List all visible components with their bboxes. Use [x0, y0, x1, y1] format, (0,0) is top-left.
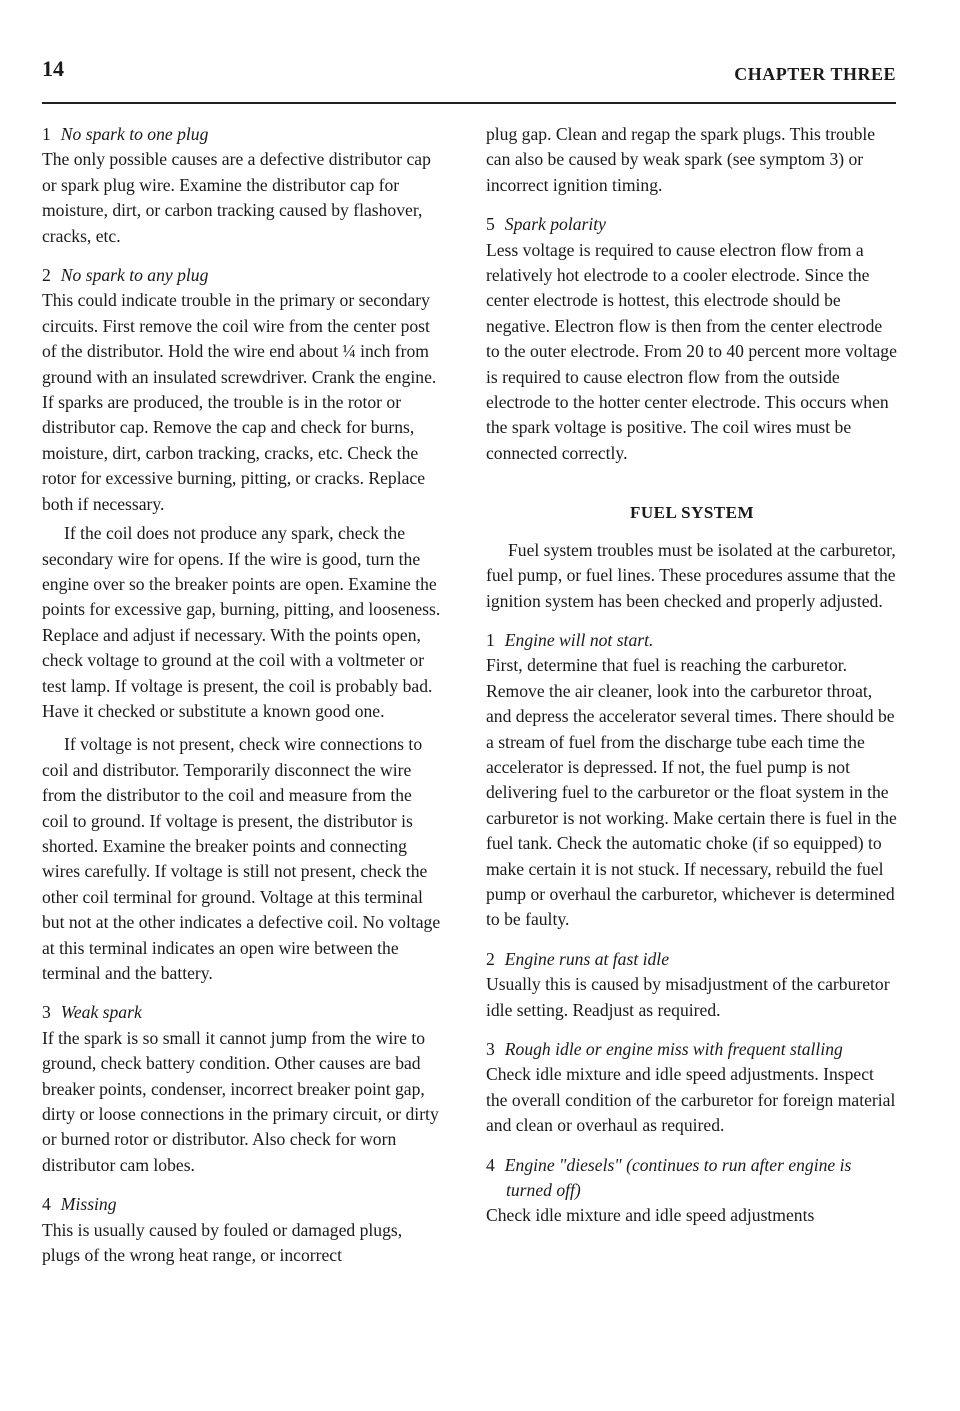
subheading-missing: 4 Missing	[42, 1194, 117, 1215]
subheading-no-spark-any-plug: 2 No spark to any plug	[42, 265, 209, 286]
paragraph: This could indicate trouble in the primary or secondary circuits. First remove the coil wire from the center post of the distributor. Hold the wire end about ¼ inch from ground with an insulated screwdriver. Crank the engine. If sparks are produced, the trouble is in the rotor or distributor cap. Remove the cap and check for burns, moisture, dirt, carbon tracking, cracks, etc. Check the rotor for excessive burning, pitting, or cracks. Replace both if necessary.	[42, 290, 437, 514]
paragraph: First, determine that fuel is reaching the carburetor. Remove the air cleaner, look into the carburetor throat, and depress the accelerator several times. There should be a stream of fuel from the discharge tube each time the accelerator is depressed. If not, the fuel pump is not delivering fuel to the carburetor or the float system in the carburetor is not working. Make certain there is fuel in the fuel tank. Check the automatic choke (if so equipped) to make certain it is not stuck. If necessary, rebuild the fuel pump or overhaul the carburetor, whichever is determined to be faulty.	[486, 655, 897, 930]
paragraph: Usually this is caused by misadjustment of the carburetor idle setting. Readjust as required.	[486, 974, 890, 1020]
paragraph: Check idle mixture and idle speed adjustments	[486, 1205, 815, 1226]
chapter-title: CHAPTER THREE	[734, 64, 896, 84]
page-header	[42, 56, 896, 104]
subheading-rough-idle: 3 Rough idle or engine miss with frequent stalling	[486, 1039, 843, 1059]
page-number: 14	[42, 56, 64, 81]
subheading-engine-fast-idle: 2 Engine runs at fast idle	[486, 948, 669, 969]
subheading-engine-will-not-start: 1 Engine will not start.	[486, 629, 654, 650]
subheading-weak-spark: 3 Weak spark	[42, 1002, 142, 1023]
section-title-fuel-system: FUEL SYSTEM	[629, 503, 755, 523]
left-column	[42, 122, 442, 1282]
paragraph: Fuel system troubles must be isolated at the carburetor, fuel pump, or fuel lines. These procedures assume that the ignition system has been checked and properly adjusted.	[486, 539, 896, 611]
paragraph: If the spark is so small it cannot jump from the wire to ground, check battery condition. Other causes are bad breaker points, condenser, incorrect breaker point gap, dirty or loose connections in the primary circuit, or dirty or burned rotor or distributor. Also check for worn distributor cam lobes.	[42, 1027, 439, 1175]
subheading-no-spark-one-plug: 1 No spark to one plug	[42, 124, 209, 144]
right-column	[486, 122, 898, 1243]
paragraph: If the coil does not produce any spark, check the secondary wire for opens. If the wire is good, turn the engine over so the breaker points are open. Examine the points for excessive gap, burning, pitting, and looseness. Replace and adjust if necessary. With the points open, check voltage to ground at the coil with a voltmeter or test lamp. If voltage is present, the coil is probably bad. Have it checked or substitute a known good one.	[42, 523, 441, 721]
paragraph: Check idle mixture and idle speed adjustments. Inspect the overall condition of the carburetor for foreign material and clean or overhaul as required.	[486, 1064, 896, 1136]
paragraph: This is usually caused by fouled or damaged plugs, plugs of the wrong heat range, or incorrect	[42, 1219, 403, 1266]
paragraph: If voltage is not present, check wire connections to coil and distributor. Temporarily disconnect the wire from the distributor to the coil and measure from the coil to ground. If voltage is present, the distributor is shorted. Examine the breaker points and connecting wires carefully. If voltage is still not present, check the other coil terminal for ground. Voltage at this terminal but not at the other indicates a defective coil. No voltage at this terminal indicates an open wire between the terminal and the battery.	[42, 734, 441, 983]
paragraph: plug gap. Clean and regap the spark plugs. This trouble can also be caused by weak spark (see symptom 3) or incorrect ignition timing.	[486, 124, 876, 195]
subheading-engine-diesels: 4 Engine "diesels" (continues to run after engine is turned off)	[486, 1154, 852, 1201]
paragraph: The only possible causes are a defective distributor cap or spark plug wire. Examine the distributor cap for moisture, dirt, or carbon tracking caused by flashover, cracks, etc.	[42, 149, 431, 246]
subheading-spark-polarity: 5 Spark polarity	[486, 214, 606, 235]
paragraph: Less voltage is required to cause electron flow from a relatively hot electrode to a cooler electrode. Since the center electrode is hottest, this electrode should be negative. Electron flow is then from the center electrode to the outer electrode. From 20 to 40 percent more voltage is required to cause electron flow from the outside electrode to the hotter center electrode. This occurs when the spark voltage is positive. The coil wires must be connected correctly.	[486, 239, 897, 463]
